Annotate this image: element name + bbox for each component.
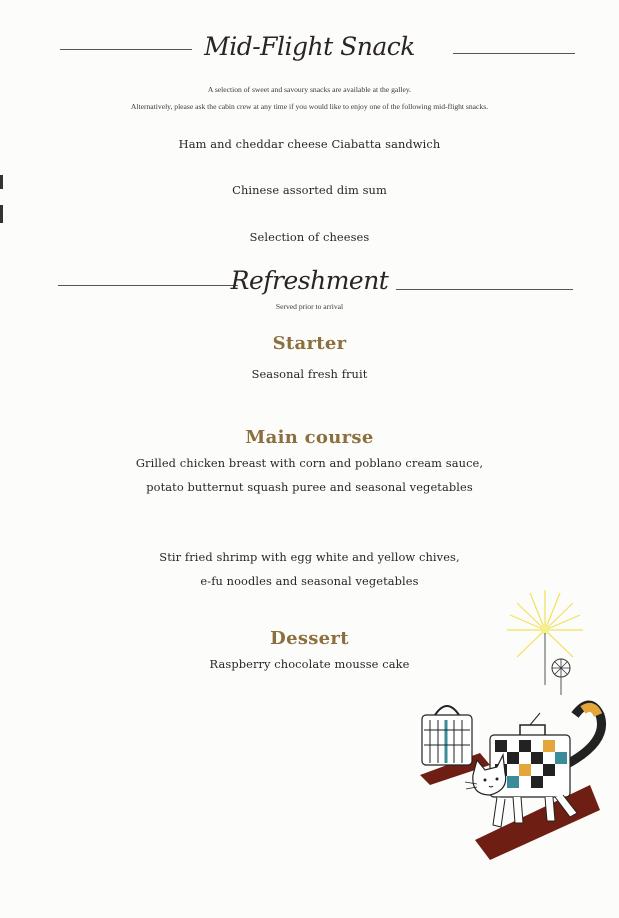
refreshment-title: Refreshment bbox=[230, 266, 389, 295]
main-option1-line2: potato butternut squash puree and seasonal vegetables bbox=[146, 480, 473, 494]
refreshment-subtitle: Served prior to arrival bbox=[275, 302, 344, 311]
main-course-heading: Main course bbox=[245, 427, 374, 448]
main-option2-line1: Stir fried shrimp with egg white and yellow chives, bbox=[159, 550, 460, 564]
snack-intro-line1: A selection of sweet and savoury snacks are available at the galley. bbox=[207, 85, 412, 94]
snack-title: Mid-Flight Snack bbox=[204, 32, 415, 61]
dessert-heading: Dessert bbox=[270, 628, 349, 649]
snack-item-3: Selection of cheeses bbox=[249, 230, 370, 244]
snack-item-2: Chinese assorted dim sum bbox=[232, 183, 387, 197]
snack-intro-line2: Alternatively, please ask the cabin crew at any time if you would like to enjoy one of the following mid-flight snacks. bbox=[130, 102, 489, 111]
starter-item: Seasonal fresh fruit bbox=[251, 367, 368, 381]
snack-item-1: Ham and cheddar cheese Ciabatta sandwich bbox=[178, 137, 441, 151]
main-option1-line1: Grilled chicken breast with corn and poblano cream sauce, bbox=[135, 456, 484, 470]
starter-heading: Starter bbox=[272, 333, 347, 354]
cat-suitcase-illustration bbox=[405, 585, 615, 865]
small-suitcase-icon bbox=[422, 706, 472, 765]
main-option2-line2: e-fu noodles and seasonal vegetables bbox=[200, 574, 419, 588]
dessert-item: Raspberry chocolate mousse cake bbox=[209, 657, 410, 671]
